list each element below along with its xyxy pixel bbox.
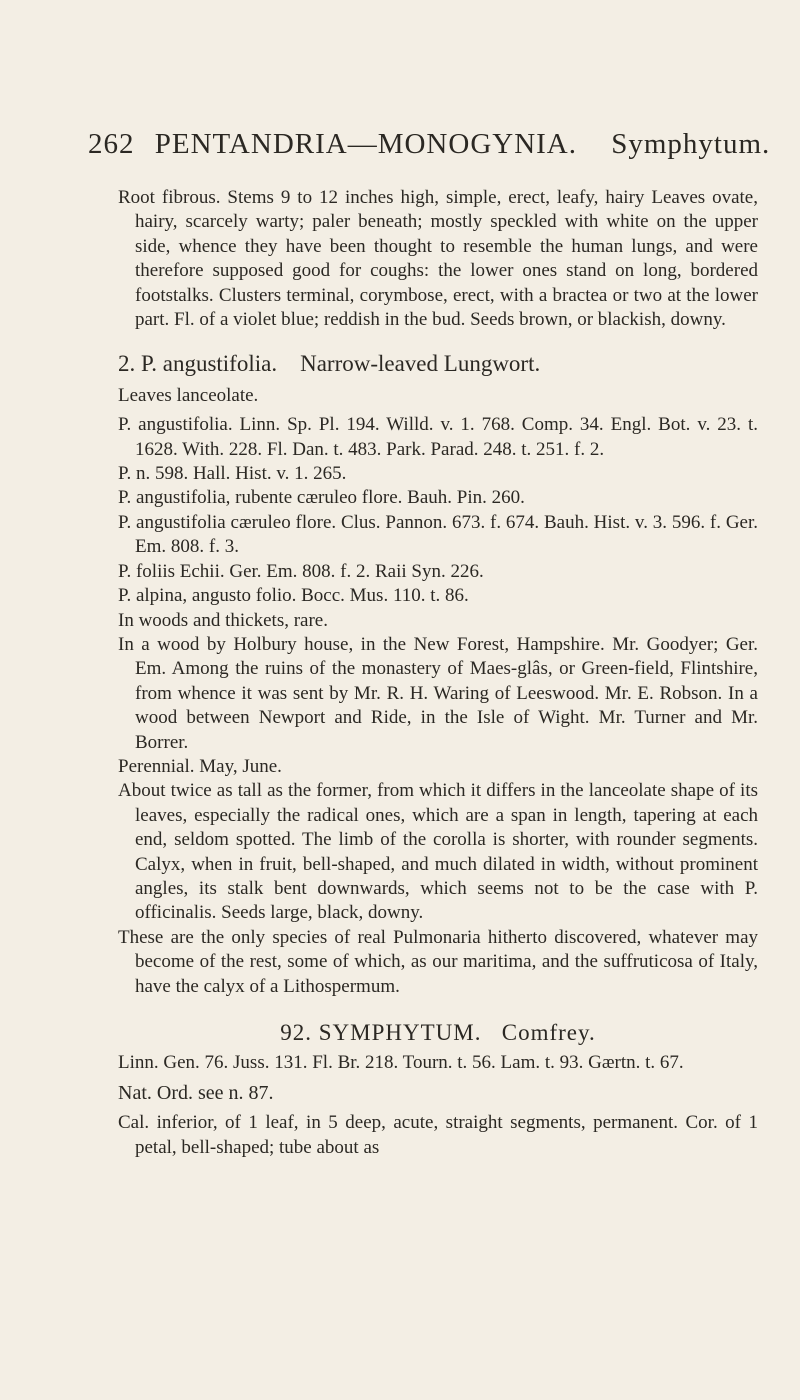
genus-heading [118, 1021, 758, 1045]
species-leaves: Leaves lanceolate. [118, 384, 259, 406]
synonym-entry: P. angustifolia. Linn. Sp. Pl. 194. Willd. v. 1. 768. Comp. 34. Engl. Bot. v. 23. t. 1628. With. 228. Fl. Dan. t. 483. Park. Parad. 248. t. 251. f. 2. [118, 414, 758, 460]
intro-description: Root fibrous. Stems 9 to 12 inches high, simple, erect, leafy, hairy Leaves ovate, hairy, scarcely warty; paler beneath; mostly speckled with white on the upper side, whence they have been thought to resemble the human lungs, and were therefore supposed good for coughs: the lower ones stand on long, bordered footstalks. Clusters terminal, corymbose, erect, with a bractea or two at the lower part. Fl. of a violet blue; reddish in the bud. Seeds brown, or blackish, downy. [118, 187, 758, 331]
habitat-text: In woods and thickets, rare. [118, 609, 328, 631]
page-number: 262 [88, 128, 135, 160]
page-body [118, 186, 758, 1160]
genus-name: 92. SYMPHYTUM. [280, 1020, 482, 1045]
species-common-name: Narrow-leaved Lungwort. [300, 351, 541, 377]
synonym-entry: P. foliis Echii. Ger. Em. 808. f. 2. Raii Syn. 226. [118, 560, 484, 582]
running-genus: Symphytum. [611, 128, 771, 160]
genus-common-name: Comfrey. [501, 1020, 596, 1045]
synonym-entry: P. alpina, angusto folio. Bocc. Mus. 110. t. 86. [118, 585, 469, 607]
note-text: These are the only species of real Pulmonaria hitherto discovered, whatever may become of the rest, some of which, as our maritima, and the suffruticosa of Italy, have the calyx of a Lithospermum. [118, 926, 758, 997]
running-title: PENTANDRIA—MONOGYNIA. [154, 128, 577, 160]
duration-text: Perennial. May, June. [118, 755, 282, 777]
locality-text: In a wood by Holbury house, in the New Forest, Hampshire. Mr. Goodyer; Ger. Em. Among the ruins of the monastery of Maes-glâs, or Green-field, Flintshire, from whence it was sent by Mr. R. H. Waring of Leeswood. Mr. E. Robson. In a wood between Newport and Ride, in the Isle of Wight. Mr. Turner and Mr. Borrer. [118, 633, 758, 753]
synonym-entry: P. angustifolia cæruleo flore. Clus. Pannon. 673. f. 674. Bauh. Hist. v. 3. 596. f. Ger. Em. 808. f. 3. [118, 511, 758, 558]
calyx-description: Cal. inferior, of 1 leaf, in 5 deep, acute, straight segments, permanent. Cor. of 1 petal, bell-shaped; tube about as [118, 1112, 758, 1158]
synonym-entry: P. n. 598. Hall. Hist. v. 1. 265. [118, 463, 347, 485]
running-header [88, 128, 778, 161]
species-name: 2. P. angustifolia. [118, 351, 278, 377]
genus-synonyms: Linn. Gen. 76. Juss. 131. Fl. Br. 218. Tourn. t. 56. Lam. t. 93. Gærtn. t. 67. [118, 1052, 684, 1074]
natural-order: Nat. Ord. see n. 87. [118, 1081, 274, 1104]
synonym-entry: P. angustifolia, rubente cæruleo flore. Bauh. Pin. 260. [118, 487, 525, 509]
species-heading [118, 352, 758, 376]
description-text: About twice as tall as the former, from which it differs in the lanceolate shape of its leaves, especially the radical ones, which are a span in length, tapering at each end, seldom spotted. The limb of the corolla is shorter, with rounder segments. Calyx, when in fruit, bell-shaped, and much dilated in width, without prominent angles, its stalk bent downwards, which seems not to be the case with P. officinalis. Seeds large, black, downy. [118, 780, 758, 924]
